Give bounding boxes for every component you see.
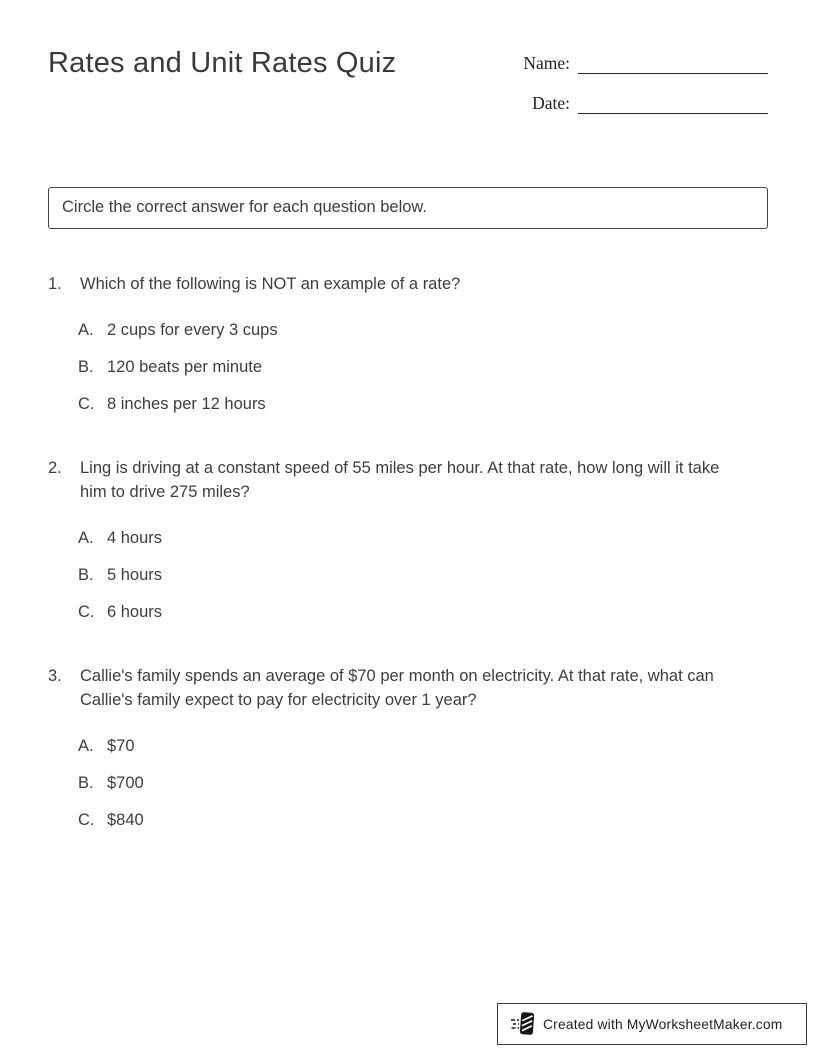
- choice-letter: B.: [78, 774, 94, 792]
- question-3-choices: [78, 734, 768, 832]
- choice-text: 120 beats per minute: [107, 358, 263, 376]
- choice-text: $840: [107, 811, 144, 829]
- question-1-choice-b[interactable]: [78, 355, 768, 379]
- header: [48, 0, 768, 130]
- worksheet-maker-logo-icon: [510, 1010, 536, 1038]
- question-1-text: Which of the following is NOT an example of a rate?: [80, 275, 461, 293]
- instruction-box: [48, 187, 768, 229]
- question-3-text: Callie's family spends an average of $70 per month on electricity. At that rate, what can Callie's family expect to pay for electricity over 1 year?: [80, 667, 714, 709]
- question-3-line: [48, 664, 768, 712]
- question-3-choice-a[interactable]: [78, 734, 768, 758]
- footer-credit-text: Created with MyWorksheetMaker.com: [543, 1016, 783, 1032]
- page-title: Rates and Unit Rates Quiz: [48, 47, 397, 79]
- choice-letter: A.: [78, 321, 94, 339]
- question-3-number: 3.: [48, 667, 62, 685]
- choice-text: $700: [107, 774, 144, 792]
- choice-text: 4 hours: [107, 529, 163, 547]
- question-1-choices: [78, 318, 768, 416]
- question-list: [48, 272, 768, 832]
- question-2-choice-a[interactable]: [78, 526, 768, 550]
- choice-letter: B.: [78, 566, 94, 584]
- name-blank-line[interactable]: [578, 50, 768, 74]
- question-2-choice-b[interactable]: [78, 563, 768, 587]
- choice-text: 6 hours: [107, 603, 163, 621]
- question-3-choice-c[interactable]: [78, 808, 768, 832]
- question-1-choice-c[interactable]: [78, 392, 768, 416]
- choice-letter: C.: [78, 395, 95, 413]
- question-3-choice-b[interactable]: [78, 771, 768, 795]
- choice-letter: C.: [78, 603, 95, 621]
- choice-letter: B.: [78, 358, 94, 376]
- name-field-row: [518, 50, 768, 74]
- question-1-choice-a[interactable]: [78, 318, 768, 342]
- choice-letter: C.: [78, 811, 95, 829]
- choice-text: $70: [107, 737, 135, 755]
- name-date-fields: [518, 46, 768, 130]
- date-field-row: [518, 90, 768, 114]
- question-2: [48, 456, 768, 624]
- choice-letter: A.: [78, 529, 94, 547]
- question-3: [48, 664, 768, 832]
- name-label: Name:: [523, 53, 570, 73]
- question-2-text: Ling is driving at a constant speed of 55 miles per hour. At that rate, how long will it take him to drive 275 miles?: [80, 459, 720, 501]
- question-2-choice-c[interactable]: [78, 600, 768, 624]
- date-label: Date:: [532, 93, 570, 113]
- choice-letter: A.: [78, 737, 94, 755]
- choice-text: 8 inches per 12 hours: [107, 395, 266, 413]
- date-blank-line[interactable]: [578, 90, 768, 114]
- question-1-number: 1.: [48, 275, 62, 293]
- footer-credit-badge: [497, 1003, 807, 1045]
- question-2-line: [48, 456, 768, 504]
- question-1-line: [48, 272, 768, 296]
- question-2-number: 2.: [48, 459, 62, 477]
- choice-text: 5 hours: [107, 566, 163, 584]
- choice-text: 2 cups for every 3 cups: [107, 321, 278, 339]
- instruction-text: Circle the correct answer for each question below.: [62, 198, 428, 216]
- question-1: [48, 272, 768, 416]
- question-2-choices: [78, 526, 768, 624]
